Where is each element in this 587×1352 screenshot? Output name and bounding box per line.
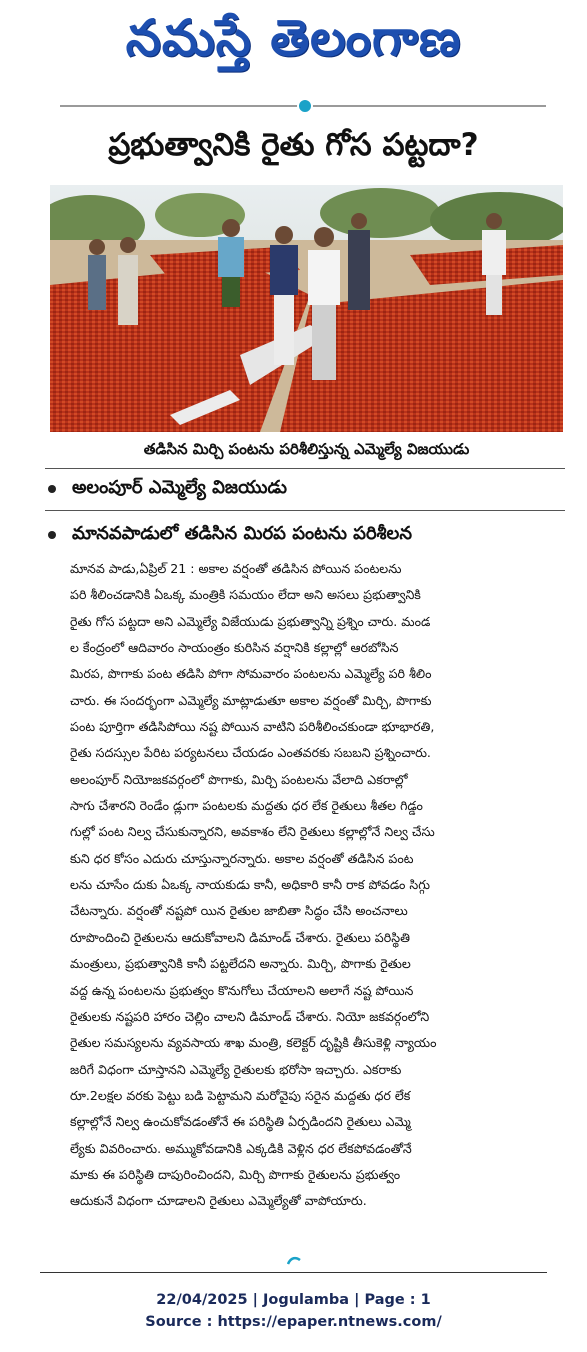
photo-caption: తడిసిన మిర్చి పంటను పరిశీలిస్తున్న ఎమ్మెల్యే విజయుడు <box>143 440 470 458</box>
subhead-divider <box>45 510 565 511</box>
article-line: సాగు చేశారని రెండేం డ్లుగా పంటలకు మద్దతు ధర లేక రైతులు శీతల గిడ్డం <box>70 798 423 814</box>
divider-ornament-icon <box>297 98 313 114</box>
article-body <box>70 556 565 1215</box>
article-line: చారు. ఈ సందర్భంగా ఎమ్మెల్యే మాట్లాడుతూ అకాల వర్షంతో మిర్చి, పొగాకు <box>70 692 432 708</box>
article-headline: ప్రభుత్వానికి రైతు గోస పట్టదా? <box>108 127 479 163</box>
article-line: ల్యేకు వివరించారు. అమ్ముకోవడానికి ఎక్కడికి వెళ్లిన ధర లేకపోవడంతోనే <box>70 1140 412 1156</box>
article-line: గుల్లో పంట నిల్వ చేసుకున్నారని, అవకాశం లేని రైతులు కల్లాల్లోనే నిల్వ చేసు <box>70 824 435 840</box>
caption-divider <box>45 468 565 469</box>
subhead-bullet <box>48 518 563 552</box>
article-line: లను చూసేం దుకు ఏఒక్క నాయకుడు కానీ, అధికారి కానీ రాక పోవడం సిగ్గు <box>70 877 430 893</box>
article-end-icon <box>287 1256 301 1266</box>
article-line: మిరప, పొగాకు పంట తడిసి పోగా సోమవారం పంటలను ఎమ్మెల్యే పరి శీలిం <box>70 666 432 682</box>
article-line: రైతు సదస్సుల పేరిట పర్యటనలు చేయడం ఎంతవరకు సబబని ప్రశ్నించారు. <box>70 745 431 761</box>
article-line: కుని ధర కోసం ఎదురు చూస్తున్నారన్నారు. అకాల వర్షంతో తడిసిన పంట <box>70 850 414 866</box>
article-photo <box>50 185 563 432</box>
newspaper-title: నమస్తే తెలంగాణ <box>125 8 462 67</box>
source-link[interactable]: Source : https://epaper.ntnews.com/ <box>145 1314 442 1330</box>
footer-divider <box>40 1272 547 1273</box>
article-line: అలంపూర్ నియోజకవర్గంలో పొగాకు, మిర్చి పంటలను వేలాది ఎకరాల్లో <box>70 771 408 787</box>
article-line: రైతులకు నష్టపరి హారం చెల్లిం చాలని డిమాండ్ చేశారు. నియో జకవర్గంలోని <box>70 1008 430 1024</box>
article-line: మాకు ఈ పరిస్థితి దాపురించిందని, మిర్చి పొగాకు రైతులను ప్రభుత్వం <box>70 1166 401 1182</box>
chilli-field-photo <box>50 185 563 432</box>
article-line: ల కేంద్రంలో ఆదివారం సాయంత్రం కురిసిన వర్షానికి కల్లాల్లో ఆరబోసిన <box>70 640 399 656</box>
bullet-icon <box>48 531 56 539</box>
subhead-text: అలంపూర్ ఎమ్మెల్యే విజయుడు <box>72 476 288 498</box>
edition-info: 22/04/2025 | Jogulamba | Page : 1 <box>156 1292 431 1308</box>
subhead-text: మానవపాడులో తడిసిన మిరప పంటను పరిశీలన <box>72 522 412 544</box>
article-line: పంట పూర్తిగా తడిసిపోయి నష్ట పోయిన వాటిని పరిశీలించకుండా భూభారతి, <box>70 719 435 735</box>
article-line: పరి శీలించడానికి ఏఒక్క మంత్రికి సమయం లేదా అని అసలు ప్రభుత్వానికి <box>70 587 421 603</box>
article-line: రైతుల సమస్యలను వ్యవసాయ శాఖ మంత్రి, కలెక్టర్ దృష్టికి తీసుకెళ్లి న్యాయం <box>70 1035 437 1051</box>
article-line: మంత్రులు, ప్రభుత్వానికి కానీ పట్టలేదని అన్నారు. మిర్చి, పొగాకు రైతుల <box>70 956 411 972</box>
bullet-icon <box>48 485 56 493</box>
article-line: జరిగే విధంగా చూస్తానని ఎమ్మెల్యే రైతులకు భరోసా ఇచ్చారు. ఎకరాకు <box>70 1061 402 1077</box>
article-line: కల్లాల్లోనే నిల్వ ఉంచుకోవడంతోనే ఈ పరిస్థితి ఏర్పడిందని రైతులు ఎమ్మె <box>70 1114 411 1130</box>
article-line: ఆదుకునే విధంగా చూడాలని రైతులు ఎమ్మెల్యేతో వాపోయారు. <box>70 1193 367 1209</box>
article-line: రైతు గోస పట్టదా అని ఎమ్మెల్యే విజేయుడు ప్రభుత్వాన్ని ప్రశ్నిం చారు. మండ <box>70 613 431 629</box>
article-line: రూ.2లక్షల వరకు పెట్టు బడి పెట్టామని మరోవైపు సరైన మద్దతు ధర లేక <box>70 1087 411 1103</box>
article-line: చేటన్నారు. వర్షంతో నష్టపో యిన రైతుల జాబితా సిద్ధం చేసి అంచనాలు <box>70 903 408 919</box>
article-line: వద్ద ఉన్న పంటలను ప్రభుత్వం కొనుగోలు చేయాలని అలాగే నష్ట పోయిన <box>70 982 414 998</box>
article-line: మానవ పాడు,ఏప్రిల్ 21 : అకాల వర్షంతో తడిసిన పోయిన పంటలను <box>70 561 402 576</box>
article-line: రూపొందించి రైతులను ఆదుకోవాలని డిమాండ్ చేశారు. రైతులు పరిస్థితి <box>70 929 410 945</box>
masthead <box>0 0 587 88</box>
subhead-bullet <box>48 472 563 506</box>
